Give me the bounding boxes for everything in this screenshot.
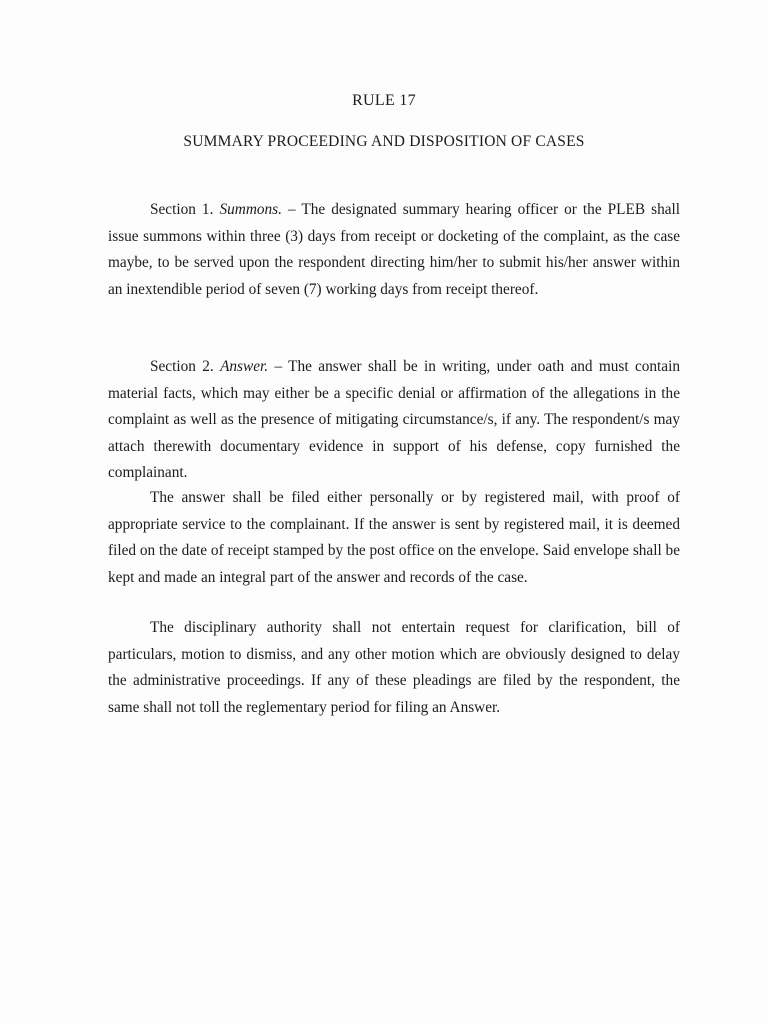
filing-paragraph: The answer shall be filed either personally or by registered mail, with proof of appropriate service to the complainant. If the answer is sent by registered mail, it is deemed filed on the date of receipt stamped by the post office on the envelope. Said envelope shall be kept and made an integral part of the answer and records of the case. — [108, 489, 680, 586]
section-1-term: Summons. — [219, 201, 282, 218]
section-1-text: – The designated summary hearing officer or the PLEB shall issue summons within three (3) days from receipt or docketing of the complaint, as the case maybe, to be served upon the respondent directing him/her to submit his/her answer within an inextendible period of seven (7) working days from receipt thereof. — [108, 201, 681, 298]
rule-number: RULE 17 — [352, 92, 416, 109]
section-2-paragraph — [108, 354, 680, 487]
prohibited-pleadings-paragraph: The disciplinary authority shall not entertain request for clarification, bill of particulars, motion to dismiss, and any other motion which are obviously designed to delay the administrative proceedings. If any of these pleadings are filed by the respondent, the same shall not toll the reglementary period for filing an Answer. — [108, 619, 680, 716]
section-1-label: Section 1. — [150, 201, 214, 218]
section-2-text: – The answer shall be in writing, under oath and must contain material facts, which may either be a specific denial or affirmation of the allegations in the complaint as well as the presence of mitigating circumstance/s, if any. The respondent/s may attach therewith documentary evidence in support of his defense, copy furnished the complainant. — [108, 358, 680, 481]
rule-title: SUMMARY PROCEEDING AND DISPOSITION OF CASES — [183, 133, 585, 150]
section-2-term: Answer. — [220, 358, 269, 375]
section-1-paragraph — [108, 197, 680, 303]
section-2-label: Section 2. — [150, 358, 214, 375]
